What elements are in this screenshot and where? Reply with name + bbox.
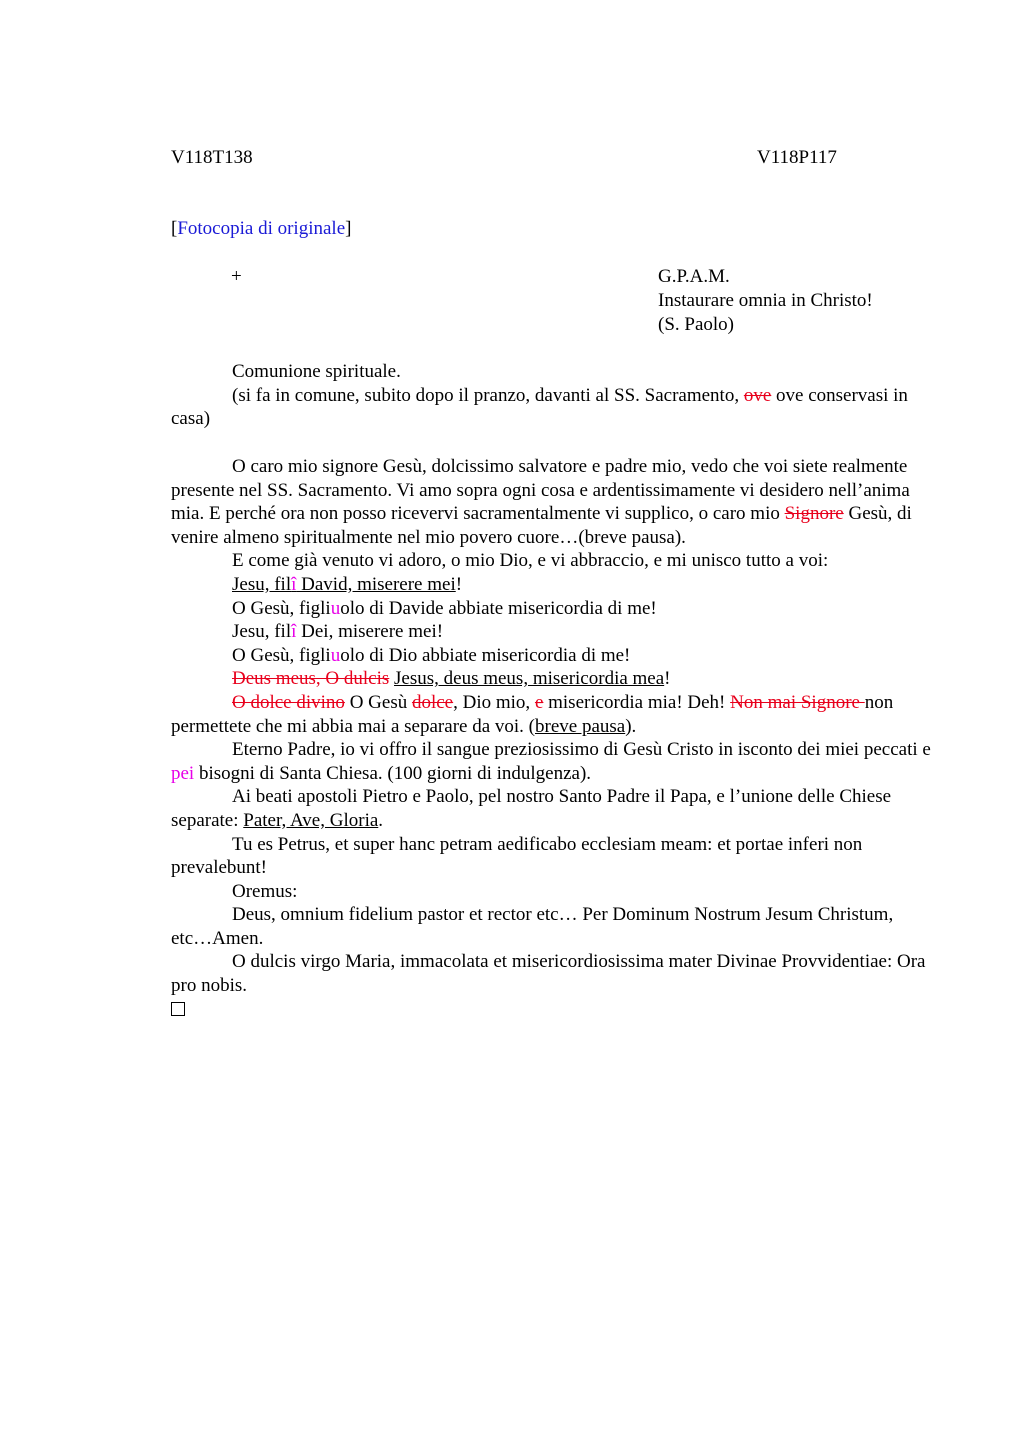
paragraph: O dolce divino O Gesù dolce, Dio mio, e misericordia mia! Deh! Non mai Signore non permettete che mi abbia mai a separare da voi. (breve pausa). <box>171 691 894 737</box>
paragraph: Eterno Padre, io vi offro il sangue preziosissimo di Gesù Cristo in isconto dei miei peccati e pei bisogni di Santa Chiesa. (100 giorni di indulgenza). <box>171 739 931 784</box>
title-subtitle: (si fa in comune, subito dopo il pranzo, davanti al SS. Sacramento, ove ove conservasi in casa) <box>171 384 908 430</box>
paragraph: E come già venuto vi adoro, o mio Dio, e vi abbraccio, e mi unisco tutto a voi: <box>232 550 829 572</box>
motto-line: Instaurare omnia in Christo! <box>658 290 873 311</box>
paragraph: Jesu, filî David, miserere mei! <box>232 573 463 595</box>
photocopy-note-text: Fotocopia di originale <box>177 218 346 239</box>
square-icon <box>171 1002 185 1016</box>
motto-line: G.P.A.M. <box>658 266 730 287</box>
motto-line: (S. Paolo) <box>658 314 734 335</box>
title-heading: Comunione spirituale. <box>232 361 401 382</box>
document-code-left: V118T138 <box>171 147 253 168</box>
document-code-right: V118P117 <box>757 147 837 168</box>
photocopy-note: [Fotocopia di originale] <box>171 218 352 239</box>
end-marker <box>171 998 931 1022</box>
paragraph: O Gesù, figliuolo di Davide abbiate misericordia di me! <box>232 597 657 619</box>
paragraph: Oremus: <box>232 880 298 902</box>
paragraph: Deus, omnium fidelium pastor et rector etc… Per Dominum Nostrum Jesum Christum, etc…Amen. <box>171 904 894 949</box>
paragraph: O caro mio signore Gesù, dolcissimo salvatore e padre mio, vedo che voi siete realmente presente nel SS. Sacramento. Vi amo sopra ogni cosa e ardentissimamente vi desidero nell’anima mia. E perché ora non posso ricevervi sacramentalmente vi supplico, o caro mio Signore Gesù, di venire almeno spiritualmente nel mio povero cuore…(breve pausa). <box>171 456 912 548</box>
cross-mark: + <box>231 266 242 287</box>
prayer-text <box>171 455 931 1021</box>
title-block <box>171 360 931 431</box>
motto-block <box>658 265 873 337</box>
paragraph: O dulcis virgo Maria, immacolata et misericordiosissima mater Divinae Provvidentiae: Ora pro nobis. <box>171 951 926 997</box>
paragraph: Ai beati apostoli Pietro e Paolo, pel nostro Santo Padre il Papa, e l’unione delle Chiese separate: Pater, Ave, Gloria. <box>171 786 892 831</box>
paragraph: Deus meus, O dulcis Jesus, deus meus, misericordia mea! <box>232 668 671 690</box>
paragraph: O Gesù, figliuolo di Dio abbiate misericordia di me! <box>232 644 631 666</box>
paragraph: Tu es Petrus, et super hanc petram aedificabo ecclesiam meam: et portae inferi non prevalebunt! <box>171 833 863 879</box>
paragraph: Jesu, filî Dei, miserere mei! <box>232 621 444 643</box>
